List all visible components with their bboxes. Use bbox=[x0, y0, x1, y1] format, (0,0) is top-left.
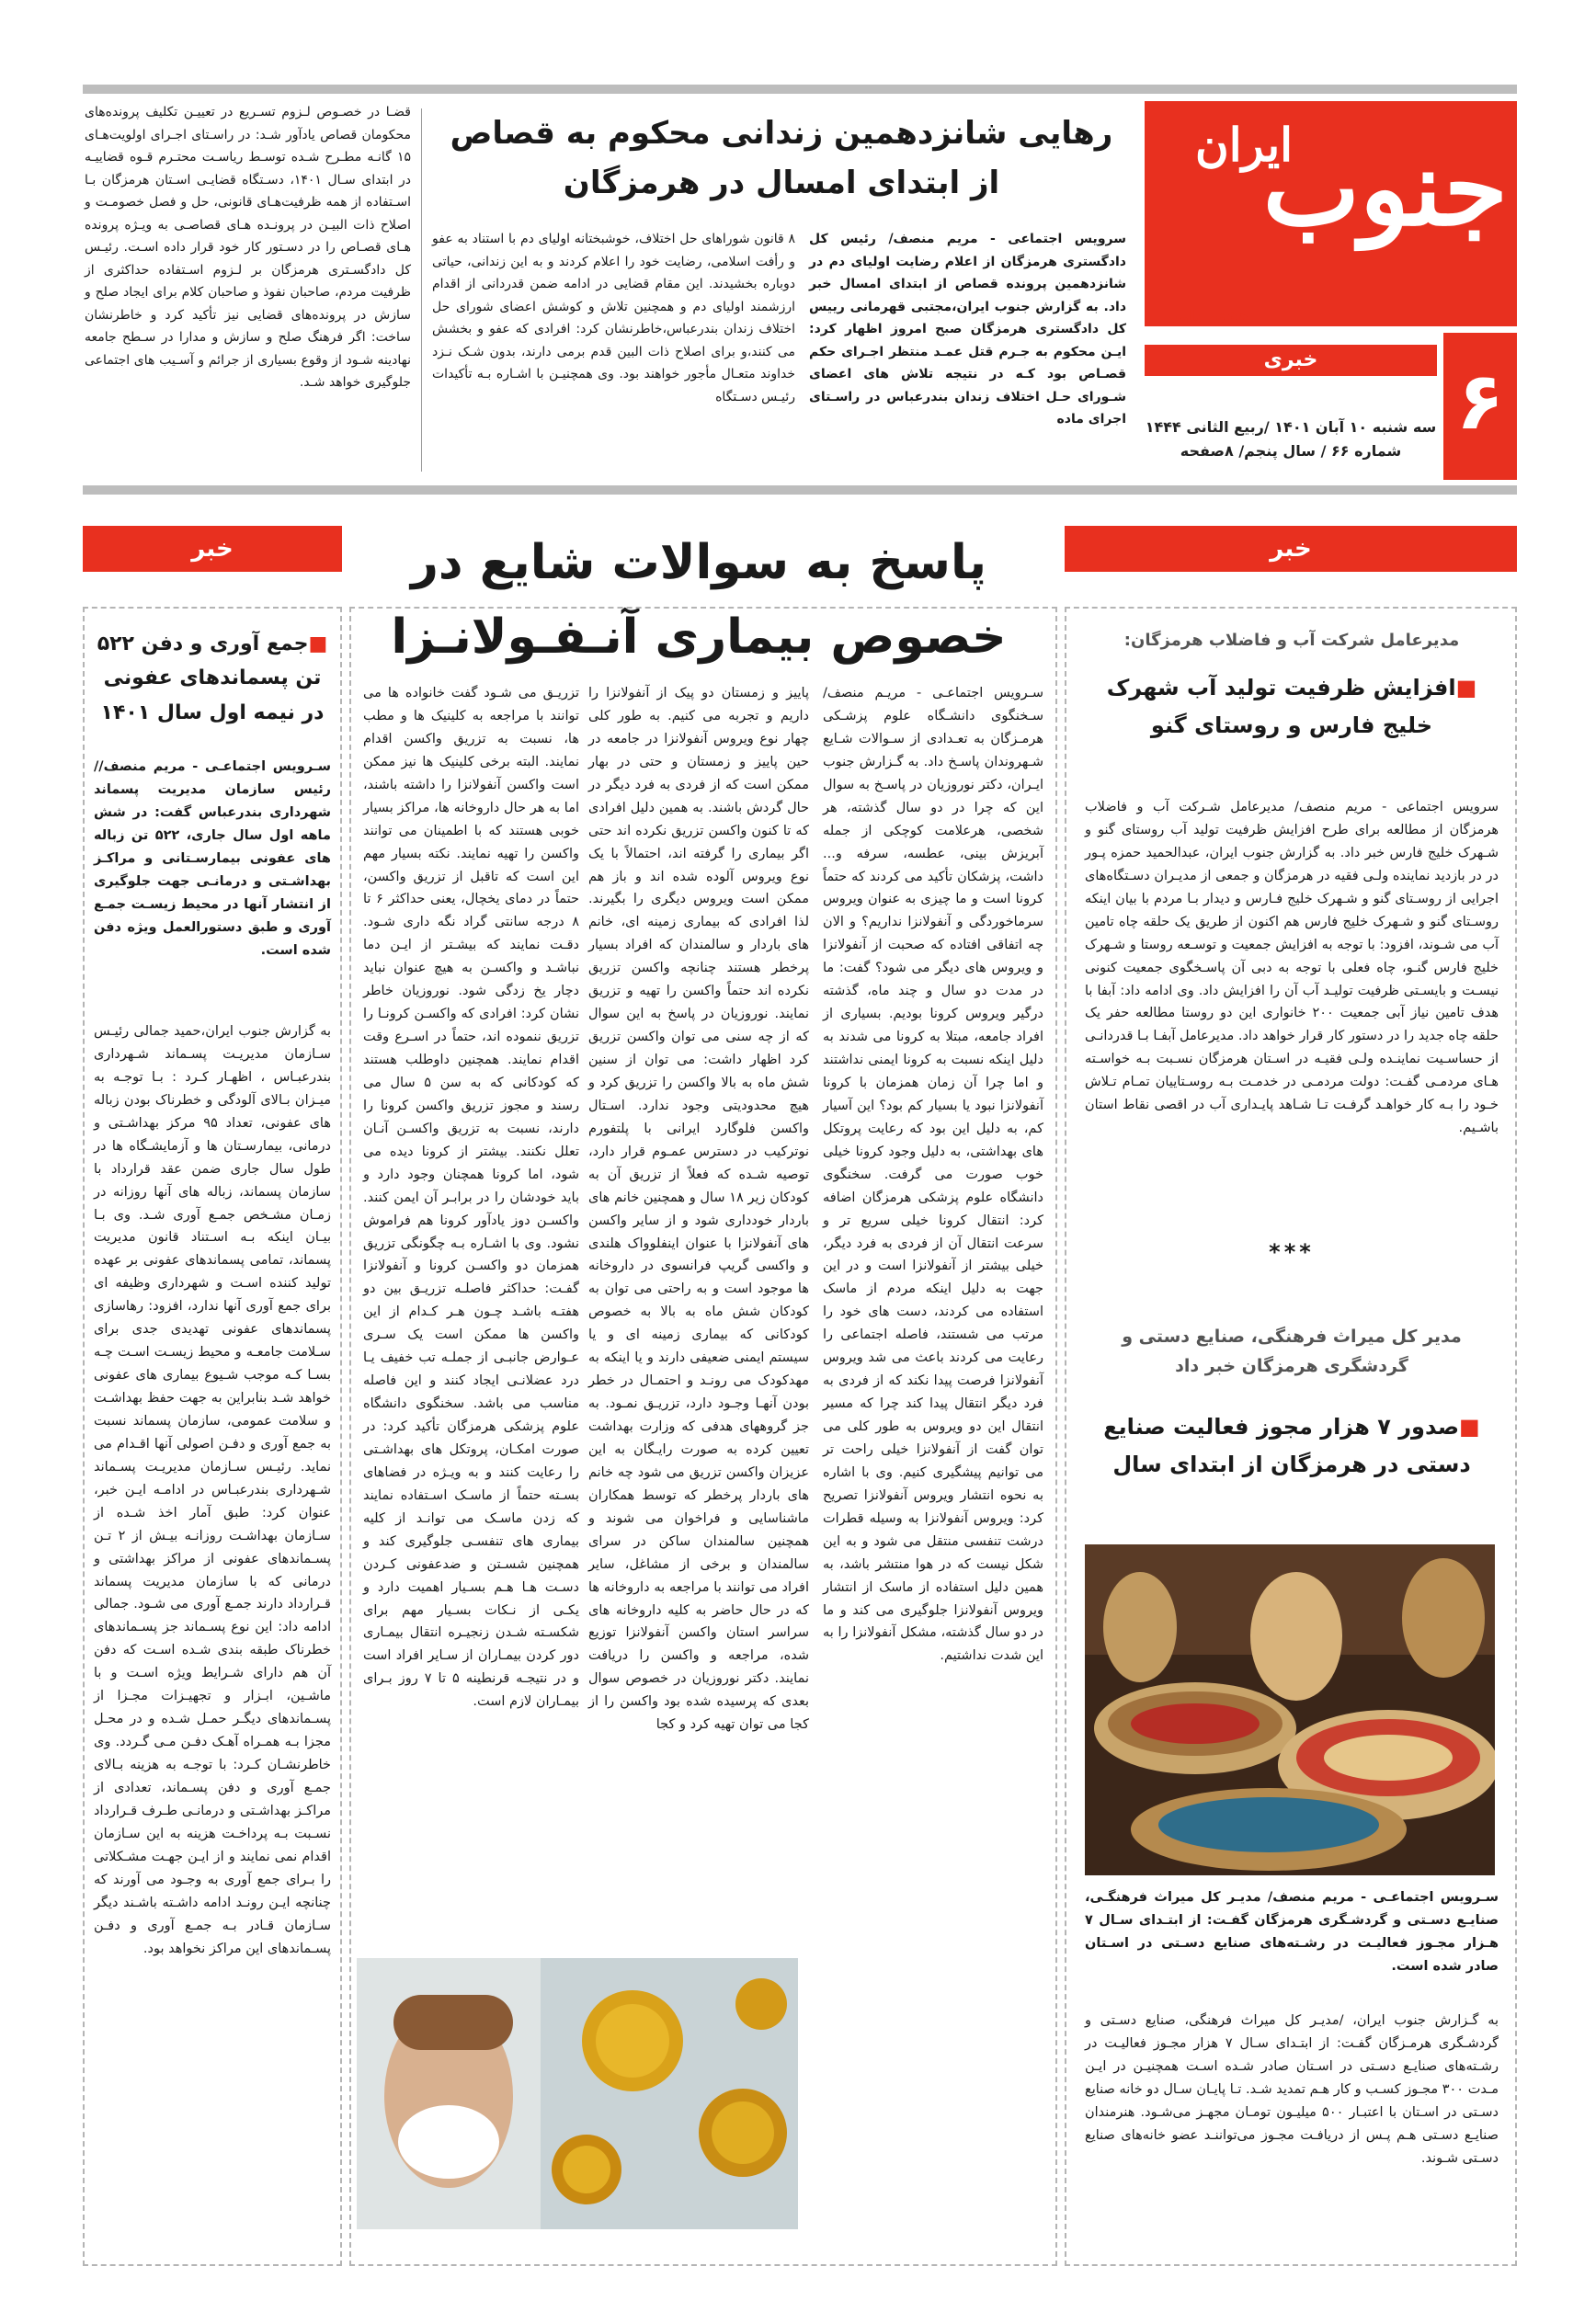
section-label: خبری bbox=[1145, 345, 1437, 376]
crafts-body: به گـزارش جنوب ایران، /مدیـر کل میراث فرهنگی، صنایع دسـتی و گردشـگری هرمـزگان گفـت: از ابتـدای سـال ۷ هزار مجـوز فعالیـت در رشـته‌های صنایـع دسـتی در اسـتان صادر شـده اسـت همچنیـن در ایـن مـدت ۳۰۰ مجـوز کسـب و کار هـم تمدید شـد. تـا پایـان سـال دو خانه صنایع دسـتی در اسـتان با اعتبـار ۵۰۰ میلیـون تومـان مجهـز می‌شـود. هنرمندان صنایـع دسـتی هـم پـس از دریافـت مجـوز می‌تواننـد عضو خانه‌های صنایع دسـتی شـوند. bbox=[1085, 2013, 1499, 2166]
main-story-col2: پاییز و زمستان دو پیک از آنفولانزا را داریم و تجربه می کنیم. به طور کلی چهار نوع ویروس آنفولانزا در جامعه در حین پاییز و زمستان و حتی در بهار ممکن است که از فردی به فرد دیگر در حال گردش باشند. به همین دلیل افرادی که تا کنون واکسن تزریق نکرده اند حتی اگر بیماری را گرفته اند، احتمالاً با یک نوع ویروس آلوده شده اند و باز هم ممکن است ویروس دیگری را بگیرند. لذا افرادی که بیماری زمینه ای، خانم های باردار و سالمندان که افراد بسیار پرخطر هستند چنانچه واکسن تزریق نکرده اند حتماً واکسن را تهیه و تزریق نمایند. نوروزیان در پاسخ به این سوال که از چه سنی می توان واکسن تزریق کرد اظهار داشت: می توان از سنین شش ماه به بالا واکسن را تزریق کرد و هیچ محدودیتی وجود ندارد. اسـتال واکسن فلوگارد ایرانی با پلتفورم نوترکیب در دسترس عمـوم قرار دارد، توصیه شـده که فعلاً از تزریق آن به کودکان زیر ۱۸ سال و همچنین خانم های باردار خودداری شود و از سایر واکسن های آنفولانزا با عنوان اینفلوواک هلندی و واکسی گریپ فرانسوی در داروخانه ها موجود است و به راحتی می توان به کودکان شش ماه به بالا به خصوص کودکانی که بیماری زمینه ای و یا سیستم ایمنی ضعیفی دارند و یا اینکه به مهدکودک می رونـد و احتمـال در خطر بودن آنهـا وجـود دارد، تزریـق نمـود. به جز گروههای هدفی که وزارت بهداشت تعیین کرده به صورت رایـگان به این عزیزان واکسن تزریق می شود چه خانم های باردار پرخطر که توسط همکاران ماشناسایی و فراخوان می شوند و همچنین سالمندان ساکن در سرای سالمندان و برخی از مشاغل، سایر افراد می توانند با مراجعه به داروخانه ها که در حال حاضر به کلیه داروخانه های سراسر استان واکسن آنفولانزا توزیع شده، مراجعه و واکسن را دریافت نمایند. دکتر نوروزیان در خصوص سوال بعدی که پرسیده شده بود واکسن را از کجا می توان تهیه کرد و کجا bbox=[588, 686, 810, 1733]
date-line bbox=[1145, 416, 1437, 462]
logo-sub-text: ایران bbox=[1195, 118, 1294, 172]
water-kicker: مدیرعامل شرکت آب و فاضلاب هرمزگان: bbox=[1123, 631, 1460, 650]
top-rule bbox=[83, 85, 1517, 94]
waste-body: به گزارش جنوب ایران،حمید جمالی رئیـس سـازمان مدیریـت پسـماند شـهرداری بندرعبـاس ، اظهـار کـرد : بـا توجـه به میـزان بـالای آلودگی و خطرناک بودن زباله های عفونی، تعداد ۹۵ مرکز بهداشـتی و درمانی، بیمارسـتان ها و آزمایشـگاه ها در طول سال جاری ضمن عقد قرارداد با سازمان پسماند، زباله های آنها روزانه در زمـان مشـخص جمـع آوری شـد. وی بـا بیـان اینکه بـه اسـتناد قانون مدیریت پسماند، تمامی پسماندهای عفونی بر عهده تولید کننده اسـت و شهرداری وظیفه ای برای جمع آوری آنها ندارد، افزود: رهاسازی پسماندهای عفونی تهدیدی جدی برای سـلامت جامعـه و محیط زیسـت اسـت چـه بسـا کـه موجب شـیوع بیماری های عفونی خواهد شـد بنابراین به جهت حفظ بهداشـت و سلامت عمومی، سازمان پسماند نسبت به جمع آوری و دفـن اصولی آنها اقـدام می نماید. رئیـس سـازمان مدیریـت پسـماند شـهرداری بندرعبـاس در ادامـه ایـن خبر، عنوان کرد: طبق آمار اخذ شـده از سـازمان بهداشـت روزانـه بیـش از ۲ تـن پسـماندهای عفونی از مراکز بهداشتی و درمانی که با سازمان مدیریت پسماند قـرارداد دارند جمـع آوری می شـود. جمالی ادامه داد: این نوع پسـماند جز پسـماندهای خطرناک طبقه بندی شـده اسـت که دفن آن هم دارای شـرایط ویژه اسـت و با ماشـین، ابـزار و تجهیـزات مجـزا از پسـماندهای دیگـر حمـل شـده و در محـل مجزا بـه همـراه آهـک دفـن مـی گـردد. وی خاطرنشـان کـرد: با توجـه به هزینه بـالای جمـع آوری و دفن پسـماند، تعدادی از مراکـز بهداشـتی و درمانـی طـرف قـرارداد نسـبت بـه پرداخـت هزینه به این سـازمان اقدام نمی نمایند و از ایـن جهـت مشـکلاتی را بـرای جمع آوری به وجـود می آورند که چنانچه ایـن رونـد ادامه داشـته باشـند دیگر سـازمان قـادر بـه جمـع آوری و دفـن پسـماندهای این مراکز نخواهد بود. bbox=[94, 1024, 331, 1956]
top-story-col1: سرویس اجتماعی - مریم منصف/ رئیس کل دادگستری هرمزگان از اعلام رضایت اولیای دم در شانزدهمین پرونده قصاص از ابتدای امسال خبر داد. به گزارش جنوب ایران،مجتبی قهرمانی رییس کل دادگستری هرمزگان صبح امروز اظهار کرد: ایـن محکوم به جـرم قتل عمـد منتظر اجـرای حکم قصـاص بود کـه در نتیجه تلاش های اعضای شـورای حـل اختلاف زندان بندرعباس در راسـتای اجرای ماده bbox=[809, 232, 1126, 427]
crafts-lead: سـرویس اجتماعـی - مریم منصف/ مدیـر کل میراث فرهنگـی، صنایـع دسـتی و گردشـگری هرمزگان گفـت: از ابتـدای سـال ۷ هـزار مجـوز فعالیـت در رشـته‌های صنایع دسـتی در اسـتان صادر شده است. bbox=[1085, 1890, 1499, 1974]
main-story-col1: سـرویس اجتماعـی - مریـم منصف/ سـخنگوی دانشـگاه علوم پزشـکی هرمـزگان به تعـدادی از سـوالات شـایع شـهروندان پاسـخ داد. به گـزارش جنوب ایـران، دکتر نوروزیان در پاسـخ به سوال این که چرا در دو سال گذشته، هر شخصی، هرعلامت کوچکی از جمله آبریزش بینی، عطسه، سرفه و... داشت، پزشکان تأکید می کردند که حتماً کرونا است و ما چیزی به عنوان ویروس سرماخوردگی و آنفولانزا نداریم؟ و الان چه اتفاقی افتاده که صحبت از آنفولانزا و ویروس های دیگر می شود؟ گفت: ما در مدت دو سال و چند ماه، گذشته درگیر ویروس کرونا بودیم. بسیاری از افراد جامعه، مبتلا به کرونا می شدند به دلیل اینکه نسبت به کرونا ایمنی نداشتند و اما چرا آن زمان همزمان با کرونا آنفولانزا نبود یا بسیار کم بود؟ این آسیار کم، به دلیل این بود که رعایت پروتکل های بهداشتی، به دلیل وجود کرونا خیلی خوب صورت می گرفت. سخنگوی دانشگاه علوم پزشکی هرمزگان اضافه کرد: انتقال کرونا خیلی سریع تر و سرعت انتقال آن از فردی به فرد دیگر، خیلی بیشتر از آنفولانزا است و در این جهت به دلیل اینکه مردم از ماسک استفاده می کردند، دست های خود را مرتب می شستند، فاصله اجتماعی را رعایت می کردند باعث می شد ویروس آنفولانزا فرصت پیدا نکند که از فردی به فرد دیگر انتقال پیدا کند چرا که مسیر انتقال این دو ویروس به طور کلی می توان گفت از آنفولانزا خیلی راحت تر می توانیم پیشگیری کنیم. وی با اشاره به نحوه انتشار ویروس آنفولانزا تصریح کرد: ویروس آنفولانزا به وسیله قطرات درشت تنفسی منتقل می شود و به این شکل نیست که در هوا منتشر باشد، به همین دلیل استفاده از ماسک از انتشار ویروس آنفولانزا جلوگیری می کند و ما در دو سال گذشته، مشکل آنفولانزا را به این شدت نداشتیم. bbox=[823, 686, 1043, 1664]
water-body: سرویس اجتماعی - مریم منصف/ مدیرعامل شـرکت آب و فاضلاب هرمزگان از مطالعه برای طرح افزایش ظرفیت تولید آب روستای گنو و شـهرک خلیج فارس خبر داد. به گزارش جنوب ایران، عبدالحمید حمزه پـور در در بازدید نماینده ولـی فقیه در هرمزگان و جمعی از مدیـران دسـتگاه‌های اجرایی از روسـتای گنو و شـهرک خلیج فـارس و دیدار بـا مردم با بیان اینکه روسـتای گنو و شـهرک خلیج فارس هم اکنون از طریق یک حلقه چاه تامین آب می شـوند، افزود: با توجه به افزایش جمعیت و توسـعه روستا و شـهرک خلیج فارس گنـو، چاه فعلی با توجه به دبی آن پاسـخگوی جمعیت کنونی نیسـت و بایسـتی ظرفیت تولیـد آب آن را افزایش داد. وی ادامه داد: آبفا با هدف تامین نیاز آبی جمعیت ۲۰۰ خانواری این دو روستا مطالعه حفر یک حلقه چاه جدید را در دستور کار قرار خواهد داد. مدیرعامل آبفـا بـا قدردانـی از حساسـیت نماینـده ولـی فقیـه در اسـتان هرمزگان نسـبت بـه خواسـته هـای مردمـی گفـت: دولت مردمـی در خدمـت بـه روسـتاییان تمـام تـلاش خـود را بـه کار خواهـد گرفـت تـا شـاهد پایـداری آب در اقصی نقاط استان باشـیم. bbox=[1085, 800, 1499, 1136]
top-story-col3: قضـا در خصـوص لـزوم تسـریع در تعییـن تکلیف پرونده‌های محکومان قصاص یادآور شـد: در راسـتای اجـرای اولویت‌هـای ۱۵ گانـه مطـرح شـده توسـط ریاسـت محتـرم قـوه قضاییـه در ابتدای سـال ۱۴۰۱، دسـتگاه قضایـی اسـتان هرمزگان بـا اسـتفاده از همه ظرفیت‌هـای قانونی، حل و فصل خصومـت و اصلاح ذات البیـن در پرونـده هـای قصاصـی به ویـژه پرونده هـای قصـاص را در دسـتور کار خود قرار داده اسـت. رئیـس کل دادگسـتری هرمزگان بر لـزوم اسـتفاده حداکثری از ظرفیت مردم، صاحبان نفوذ و صاحبان کلام برای ایجاد صلح و سازش در پرونده‌های قضایی نیز تأکید کرد و خاطرنشان ساخت: اگر فرهنگ صلح و سازش و مدارا در سـطح جامعه نهادینه شـود از وقوع بسیاری از جرائم و آسـیب های اجتماعی جلوگیری خواهد شـد. bbox=[85, 105, 411, 390]
news-tab-right: خبر bbox=[1065, 526, 1517, 572]
red-square-icon: ■ bbox=[308, 632, 328, 655]
red-square-icon: ■ bbox=[1455, 675, 1477, 700]
water-title bbox=[1085, 669, 1499, 745]
weekly-label: هفته نامه bbox=[1168, 307, 1251, 327]
main-story-col3: تزریـق می شـود گفت خانواده ها می توانند با مراجعه به کلینیک ها و مطب ها، نسبت به تزریق واکسن اقدام نمایند. البته برخی کلینیک ها نیز ممکن است واکسن آنفولانزا را داشته باشند، اما به هر حال داروخانه ها، مراکز بسیار خوبی هستند که با اطمینان می توانند واکسن را تهیه نمایند. نکته بسیار مهم این است که تاقبل از تزریق واکسن، حتماً در دمای یخچال، یعنی حداکثر ۶ تا ۸ درجه سانتی گراد نگه داری شـود. دقـت نمایند که بیشـتر از ایـن دما نباشـد و واکسـن به هیچ عنوان نباید دچار یخ زدگی شود. نوروزیان خاطر نشان کرد: افرادی که واکسـن کرونـا را تزریق ننموده اند، حتماً در اسـرع وقت اقدام نمایند. همچنین داوطلب هستند که کودکانی که به سن ۵ سال می رسند و مجوز تزریق واکسن کرونا را دارند، نسبت به تزریق واکسـن آنـان تعلل نکنند. بیشتر از کرونا دیده می شود، اما کرونا همچنان وجود دارد و باید خودشان را در برابـر آن ایمن کنند. واکسـن دوز یادآور کرونا هم فراموش نشود. وی با اشـاره بـه چگونگی تزریق همزمان دو واکسـن کرونا و آنفولانزا گفـت: حداکثر فاصلـه تزریـق بین دو هفتـه باشـد چـون هـر کـدام از این واکسن ها ممکن است یک سـری عـوارض جانبـی از جملـه تب خفیف یـا درد عضلانـی ایجاد کنند و این فاصله مناسب می باشد. سخنگوی دانشگاه علوم پزشکی هرمزگان تأکید کرد: در صورت امکـان، پروتکل های بهداشـتی را رعایت کنند و به ویـژه در فضاهای بسـته حتماً از ماسـک اسـتفاده نمایند که زدن ماسـک می توانـد از کلیه بیماری های تنفسـی جلوگیری کند و همچنین شسـتن و ضدعفونی کـردن دسـت هـا هـم بسـیار اهمیت دارد و یکـی از نـکات بسـیار مهم برای شکسـته شـدن زنجیـره انتقال بیمـاری دور کردن بیمـاران از سـایر افراد است و در نتیجـه قرنطینه ۵ تا ۷ روز بـرای بیمـاران لازم است. bbox=[363, 686, 579, 1710]
date-line-1: سه شنبه ۱۰ آبان ۱۴۰۱ /ربیع الثانی ۱۴۴۴ bbox=[1145, 418, 1437, 436]
crafts-kicker: مدیر کل میراث فرهنگی، صنایع دستی و گردشگری هرمزگان خبر داد bbox=[1122, 1327, 1462, 1377]
water-title-text: افزایش ظرفیت تولید آب شهرک خلیج فارس و روستای گنو bbox=[1106, 675, 1456, 738]
top-story-col2: ۸ قانون شوراهای حل اختلاف، خوشبختانه اولیای دم با استناد به عفو و رأفت اسلامی، رضایت خود را اعلام کردند و به این زندانی، حیاتی دوباره بخشیدند. این مقام قضایی در ادامه ضمن قدردانی از اقدام ارزشمند اولیای دم و همچنین تلاش و کوشش اعضای شورای حل اختلاف زندان بندرعباس،خاطرنشان کرد: افرادی که عفو و بخشش می کنند،و برای اصلاح ذات البین قدم برمی دارند، بدون شـک نـزد خداوند متعـال مأجور خواهند بود. وی همچنیـن با اشـاره بـه تأکیدات رئیـس دسـتگاه bbox=[432, 232, 795, 404]
crafts-title bbox=[1085, 1408, 1499, 1484]
page-number: ۶ bbox=[1443, 333, 1517, 480]
masthead-logo bbox=[1145, 101, 1517, 326]
news-tab-left: خبر bbox=[83, 526, 342, 572]
separator-stars: *** bbox=[1269, 1239, 1315, 1265]
date-line-2: شماره ۶۶ / سال پنجم/ ۸صفحه bbox=[1180, 441, 1402, 460]
handicrafts-photo bbox=[1085, 1544, 1495, 1875]
influenza-photo bbox=[357, 1958, 798, 2229]
waste-lead: سـرویس اجتماعـی - مریم منصف// رئیس سازمان مدیریت پسماند شهرداری بندرعباس گفت: در شش ماهه اول سال جاری، ۵۲۲ تن زباله های عفونی بیمارسـتانی و مراکـز بهداشـتی و درمانـی جهت جلوگیری از انتشار آنها در محیط زیسـت جمـع آوری و طبق دستورالعمل ویژه دفن شده است. bbox=[94, 759, 331, 958]
crafts-title-text: صدور ۷ هزار مجوز فعالیت صنایع دستی در هرمزگان از ابتدای سال bbox=[1103, 1414, 1471, 1477]
waste-title bbox=[92, 627, 333, 730]
red-square-icon: ■ bbox=[1459, 1414, 1480, 1440]
top-story-title: رهایی شانزدهمین زندانی محکوم به قصاص از ابتدای امسال در هرمزگان bbox=[450, 115, 1113, 202]
main-story-title: پاسخ به سوالات شایع در خصوص بیماری آنـفـولانـزا bbox=[391, 535, 1007, 665]
section-rule bbox=[83, 485, 1517, 495]
logo-main-text: جنوب bbox=[1262, 129, 1508, 249]
waste-title-text: جمع آوری و دفن ۵۲۲ تن پسماندهای عفونی در نیمه اول سال ۱۴۰۱ bbox=[97, 632, 325, 724]
column-divider bbox=[421, 108, 422, 472]
